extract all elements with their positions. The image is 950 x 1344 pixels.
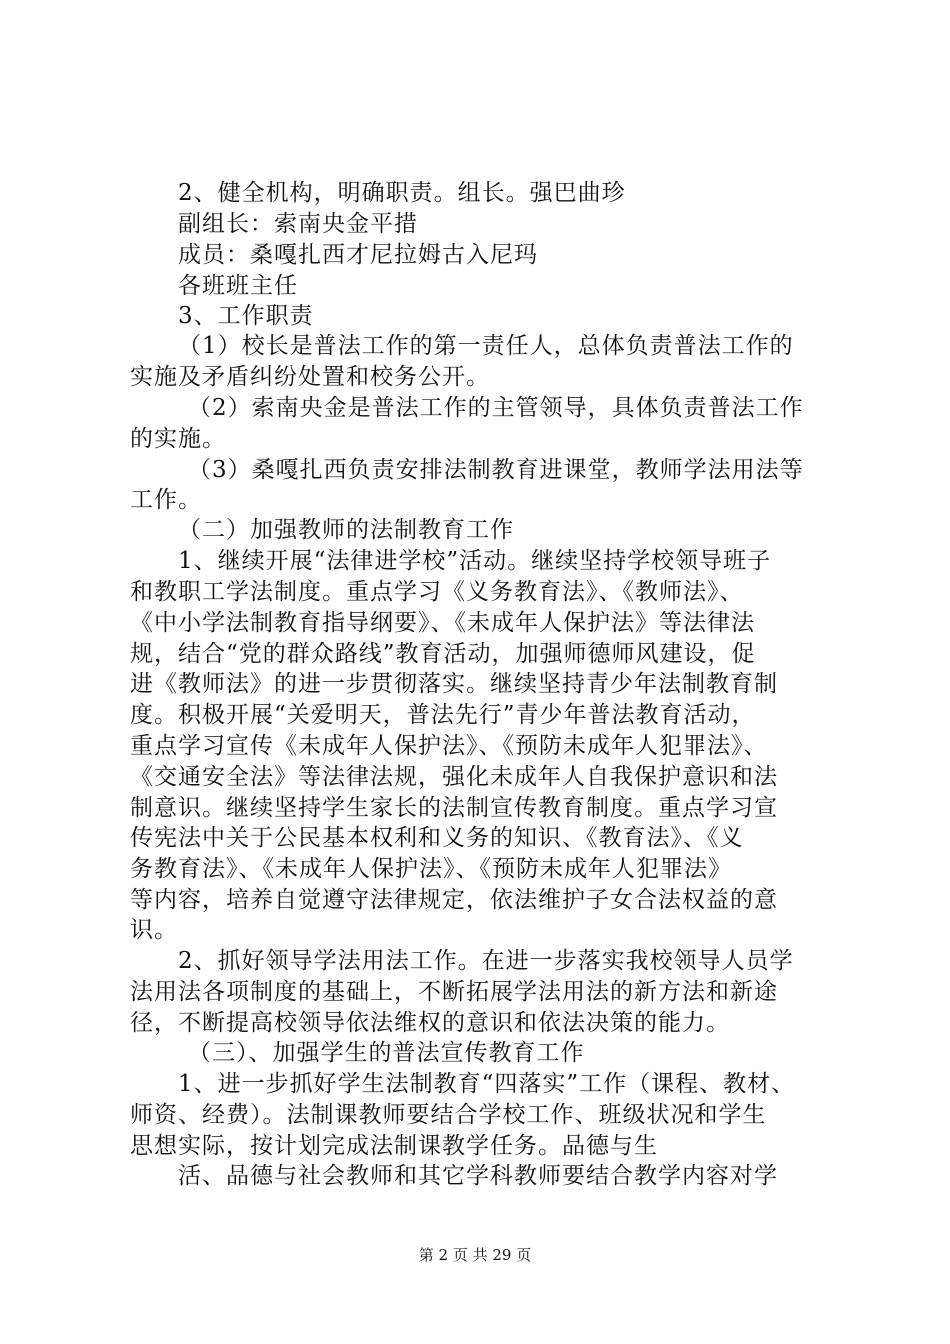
text-line: 2、健全机构，明确职责。组长。强巴曲珍	[178, 180, 626, 206]
text-line: 1、进一步抓好学生法制教育“四落实”工作（课程、教材、	[178, 1071, 796, 1097]
text-line: 《中小学法制教育指导纲要》、《未成年人保护法》等法律法	[130, 610, 755, 636]
text-line: 法用法各项制度的基础上，不断拓展学法用法的新方法和新途	[130, 979, 778, 1005]
text-line: 工作。	[130, 487, 202, 513]
text-line: 的实施。	[130, 426, 226, 452]
text-line: 2、抓好领导学法用法工作。在进一步落实我校领导人员学	[178, 948, 794, 974]
text-line: 师资、经费）。法制课教师要结合学校工作、班级状况和学生	[130, 1102, 767, 1128]
text-line: （3）桑嘎扎西负责安排法制教育进课堂，教师学法用法等	[188, 457, 804, 483]
text-line: 识。	[130, 917, 178, 943]
text-line: 等内容，培养自觉遵守法律规定，依法维护子女合法权益的意	[130, 887, 778, 913]
text-line: 思想实际，按计划完成法制课教学任务。品德与生	[130, 1133, 658, 1159]
text-line: （三）、加强学生的普法宣传教育工作	[188, 1040, 585, 1066]
page-number-footer: 第 2 页 共 29 页	[418, 1246, 532, 1264]
text-line: 度。积极开展“关爱明天，普法先行”青少年普法教育活动，	[130, 702, 756, 728]
text-line: 活、品德与社会教师和其它学科教师要结合教学内容对学	[178, 1163, 778, 1189]
text-line: 副组长：索南央金平措	[178, 211, 418, 237]
text-line: 务教育法》、《未成年人保护法》、《预防未成年人犯罪法》	[130, 856, 732, 882]
text-line: 规，结合“党的群众路线”教育活动，加强师德师风建设，促	[130, 641, 756, 667]
text-line: 进《教师法》的进一步贯彻落实。继续坚持青少年法制教育制	[130, 671, 778, 697]
text-line: 各班班主任	[178, 273, 298, 299]
text-line: 1、继续开展“法律进学校”活动。继续坚持学校领导班子	[178, 548, 772, 574]
text-line: 和教职工学法制度。重点学习《义务教育法》、《教师法》、	[130, 579, 744, 605]
text-line: （二）加强教师的法制教育工作	[178, 517, 514, 543]
text-line: （1）校长是普法工作的第一责任人，总体负责普法工作的	[178, 333, 794, 359]
text-line: 实施及矛盾纠纷处置和校务公开。	[130, 364, 490, 390]
text-line: 3、工作职责	[178, 303, 314, 329]
text-line: 传宪法中关于公民基本权利和义务的知识、《教育法》、《义	[130, 825, 744, 851]
text-line: 《交通安全法》等法律法规，强化未成年人自我保护意识和法	[130, 764, 778, 790]
text-line: 径，不断提高校领导依法维权的意识和依法决策的能力。	[130, 1010, 730, 1036]
text-line: 成员：桑嘎扎西才尼拉姆古入尼玛	[178, 242, 538, 268]
text-line: （2）索南央金是普法工作的主管领导，具体负责普法工作	[188, 395, 804, 421]
text-line: 重点学习宣传《未成年人保护法》、《预防未成年人犯罪法》、	[130, 733, 768, 759]
text-line: 制意识。继续坚持学生家长的法制宣传教育制度。重点学习宣	[130, 795, 778, 821]
